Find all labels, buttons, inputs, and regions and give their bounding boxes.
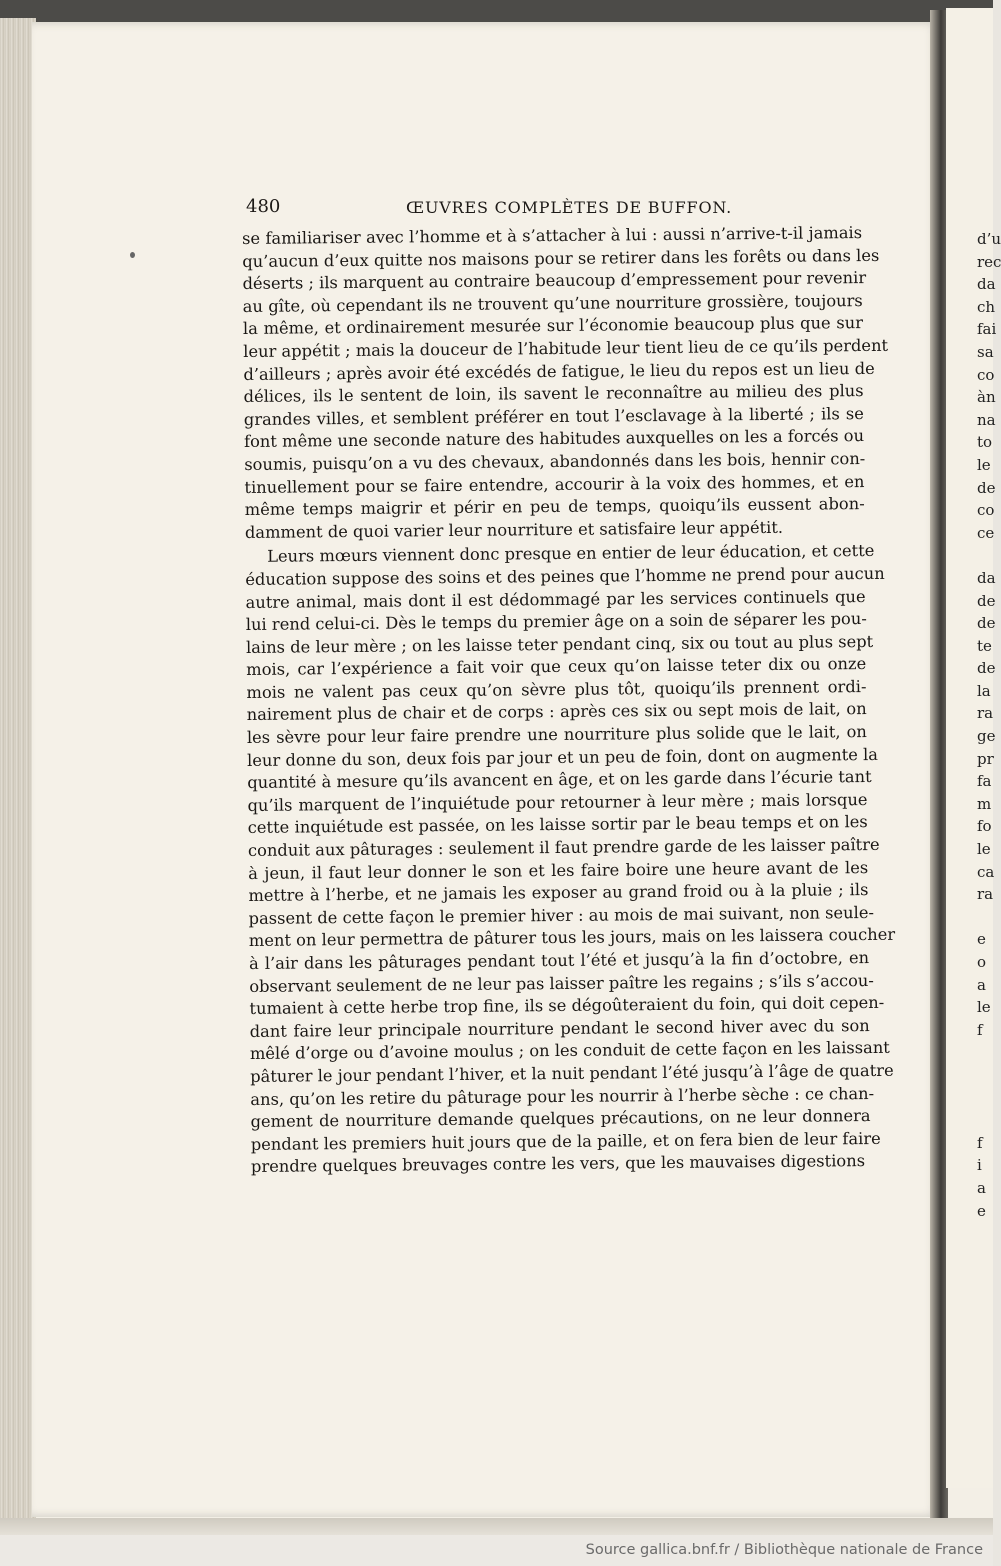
page-stack-edge bbox=[0, 18, 36, 1518]
text-line: d’ailleurs ; après avoir été excédés de fatigue, le lieu du repos est un lieu de bbox=[243, 358, 875, 384]
facing-page-fragment: de bbox=[977, 659, 996, 678]
text-line: tumaient à cette herbe trop fine, ils se dégoûteraient du foin, qui doit cepen- bbox=[249, 993, 885, 1019]
text-line: délices, ils le sentent de loin, ils savent le reconnaître au milieu des plus bbox=[243, 381, 864, 407]
text-line: à jeun, il faut leur donner le son et les faire boire une heure avant de les bbox=[248, 857, 869, 883]
text-line: mois, car l’expérience a fait voir que ceux qu’on laisse teter dix ou onze bbox=[246, 654, 867, 680]
facing-page-fragment: le bbox=[977, 455, 991, 474]
facing-page-fragment: da bbox=[977, 275, 996, 294]
page-header bbox=[242, 196, 862, 222]
text-line: déserts ; ils marquent au contraire beaucoup d’empressement pour revenir bbox=[242, 268, 867, 294]
facing-page-fragment: co bbox=[977, 501, 995, 520]
text-line: mêlé d’orge ou d’avoine moulus ; on les conduit de cette façon en les laissant bbox=[249, 1038, 890, 1064]
text-line: à l’air dans les pâturages pendant tout l’été et jusqu’à la fin d’octobre, en bbox=[248, 948, 870, 973]
text-line: Leurs mœurs viennent donc presque en entier de leur éducation, et cette bbox=[267, 541, 875, 567]
facing-page-fragment: rec bbox=[977, 252, 1001, 271]
text-line: mettre à l’herbe, et ne jamais les exposer au grand froid ou à la pluie ; ils bbox=[248, 880, 869, 906]
facing-page-fragment: de bbox=[977, 478, 996, 497]
paragraph bbox=[245, 540, 896, 1179]
facing-page-fragment: ce bbox=[977, 523, 995, 542]
source-attribution: Source gallica.bnf.fr / Bibliothèque nationale de France bbox=[0, 1535, 993, 1566]
text-line: grandes villes, et semblent préférer en tout l’esclavage à la liberté ; ils se bbox=[243, 403, 864, 429]
facing-page-fragment: de bbox=[977, 591, 996, 610]
facing-page-fragment: sa bbox=[977, 342, 994, 361]
text-line: se familiariser avec l’homme et à s’attacher à lui : aussi n’arrive-t-il jamais bbox=[242, 223, 863, 248]
facing-page-fragment: la bbox=[977, 681, 991, 700]
text-line: soumis, puisqu’on a vu des chevaux, abandonnés dans les bois, hennir con- bbox=[244, 448, 866, 474]
facing-page-fragment bbox=[977, 1087, 997, 1110]
text-line: leur appétit ; mais la douceur de l’habitude leur tient lieu de ce qu’ils perdent bbox=[243, 335, 889, 361]
facing-page-fragment: ca bbox=[977, 862, 995, 881]
facing-page-fragment: ra bbox=[977, 704, 994, 723]
text-line: gement de nourriture demande quelques précautions, on ne leur donnera bbox=[250, 1106, 871, 1132]
text-line: pâturer le jour pendant l’hiver, et la nuit pendant l’été jusqu’à l’âge de quatre bbox=[250, 1060, 894, 1086]
facing-page-fragment: a bbox=[977, 975, 986, 994]
text-line: au gîte, où cependant ils ne trouvent qu’une nourriture grossière, toujours bbox=[242, 290, 863, 316]
text-line: font même une seconde nature des habitudes auxquelles on les a forcés ou bbox=[243, 426, 865, 452]
text-line: ans, qu’on les retire du pâturage pour les nourrir à l’herbe sèche : ce chan- bbox=[250, 1083, 875, 1109]
facing-page-fragment: f bbox=[977, 1020, 983, 1039]
book-top-edge bbox=[0, 0, 993, 24]
paragraph bbox=[242, 222, 889, 544]
text-line: prendre quelques breuvages contre les vers, que les mauvaises digestions bbox=[250, 1151, 866, 1177]
text-line: nairement plus de chair et de corps : après ces six ou sept mois de lait, on bbox=[246, 699, 867, 725]
facing-page-fragment: ge bbox=[977, 727, 996, 746]
text-line: la même, et ordinairement mesurée sur l’économie beaucoup plus que sur bbox=[242, 313, 864, 339]
facing-page-fragment: d’u bbox=[977, 230, 1001, 248]
facing-page-fragment: da bbox=[977, 568, 996, 587]
text-line: passent de cette façon le premier hiver : au mois de mai suivant, non seule- bbox=[248, 902, 875, 928]
facing-page-fragment: a bbox=[977, 1178, 986, 1197]
facing-page-fragment: f bbox=[977, 1133, 983, 1152]
facing-page-fragment bbox=[977, 1064, 997, 1087]
text-line: observant seulement de ne leur pas laisser paître les regains ; s’ils s’accou- bbox=[249, 970, 874, 996]
facing-page-fragment: na bbox=[977, 410, 996, 429]
text-line: ment on leur permettra de pâturer tous les jours, mais on les laissera coucher bbox=[248, 925, 896, 951]
facing-page-fragment: fo bbox=[977, 817, 992, 836]
text-line: lains de leur mère ; on les laisse teter pendant cinq, six ou tout au plus sept bbox=[245, 631, 874, 657]
facing-page-fragment: pr bbox=[977, 749, 994, 768]
facing-page-fragment: e bbox=[977, 930, 986, 949]
text-line: même temps maigrir et périr en peu de temps, quoiqu’ils eussent abon- bbox=[244, 494, 865, 520]
facing-page-fragment: le bbox=[977, 998, 991, 1017]
facing-page-fragment: fa bbox=[977, 772, 992, 791]
facing-page-fragment: fai bbox=[977, 320, 997, 339]
facing-page-fragment: i bbox=[977, 1156, 982, 1175]
text-line: dant faire leur principale nourriture pendant le second hiver avec du son bbox=[249, 1015, 870, 1041]
text-line: damment de quoi varier leur nourriture et satisfaire leur appétit. bbox=[244, 517, 784, 542]
text-line: pendant les premiers huit jours que de la paille, et on fera bien de leur faire bbox=[250, 1128, 881, 1154]
facing-page-fragment: te bbox=[977, 636, 992, 655]
text-line: conduit aux pâturages : seulement il faut prendre garde de les laisser paître bbox=[247, 834, 880, 861]
text-line: qu’aucun d’eux quitte nos maisons pour se retirer dans les forêts ou dans les bbox=[242, 245, 880, 271]
text-line: les sèvre pour leur faire prendre une nourriture plus solide que le lait, on bbox=[246, 722, 867, 748]
facing-page-fragment bbox=[977, 906, 997, 929]
text-line: éducation suppose des soins et des peines que l’homme ne prend pour aucun bbox=[245, 563, 885, 589]
facing-page-fragment: o bbox=[977, 953, 987, 971]
text-line: lui rend celui-ci. Dès le temps du premier âge on a soin de séparer les pou- bbox=[245, 609, 867, 635]
facing-page-fragment: àn bbox=[977, 388, 996, 407]
facing-page-fragment: ch bbox=[977, 297, 996, 316]
facing-page-fragment bbox=[977, 1109, 997, 1132]
page-number: 480 bbox=[246, 196, 281, 217]
ink-speck bbox=[130, 252, 135, 258]
facing-page-fragment: ra bbox=[977, 885, 994, 904]
facing-page-fragment: le bbox=[977, 840, 991, 859]
text-line: qu’ils marquent de l’inquiétude pour retourner à leur mère ; mais lorsque bbox=[247, 789, 868, 815]
facing-page-fragment: de bbox=[977, 614, 996, 633]
facing-page-text-fragments bbox=[977, 228, 1001, 1222]
text-line: leur donne du son, deux fois par jour et un peu de foin, dont on augmente la bbox=[247, 744, 879, 770]
text-line: mois ne valent pas ceux qu’on sèvre plus tôt, quoiqu’ils prennent ordi- bbox=[246, 676, 867, 702]
facing-page-fragment bbox=[977, 544, 997, 567]
text-line: quantité à mesure qu’ils avancent en âge, et on les garde dans l’écurie tant bbox=[247, 767, 872, 793]
facing-page-fragment: m bbox=[977, 794, 992, 813]
book-bottom-edge bbox=[0, 1518, 993, 1535]
facing-page-fragment: co bbox=[977, 365, 995, 384]
facing-page-fragment: to bbox=[977, 433, 993, 452]
text-line: tinuellement pour se faire entendre, accourir à la voix des hommes, et en bbox=[244, 471, 865, 497]
body-text bbox=[242, 222, 896, 1179]
running-title: ŒUVRES COMPLÈTES DE BUFFON. bbox=[406, 198, 733, 217]
text-line: cette inquiétude est passée, on les laisse sortir par le beau temps et on les bbox=[247, 812, 868, 838]
text-line: autre animal, mais dont il est dédommagé par les services continuels que bbox=[245, 586, 866, 612]
facing-page-fragment bbox=[977, 1041, 997, 1064]
facing-page-fragment: e bbox=[977, 1201, 986, 1220]
